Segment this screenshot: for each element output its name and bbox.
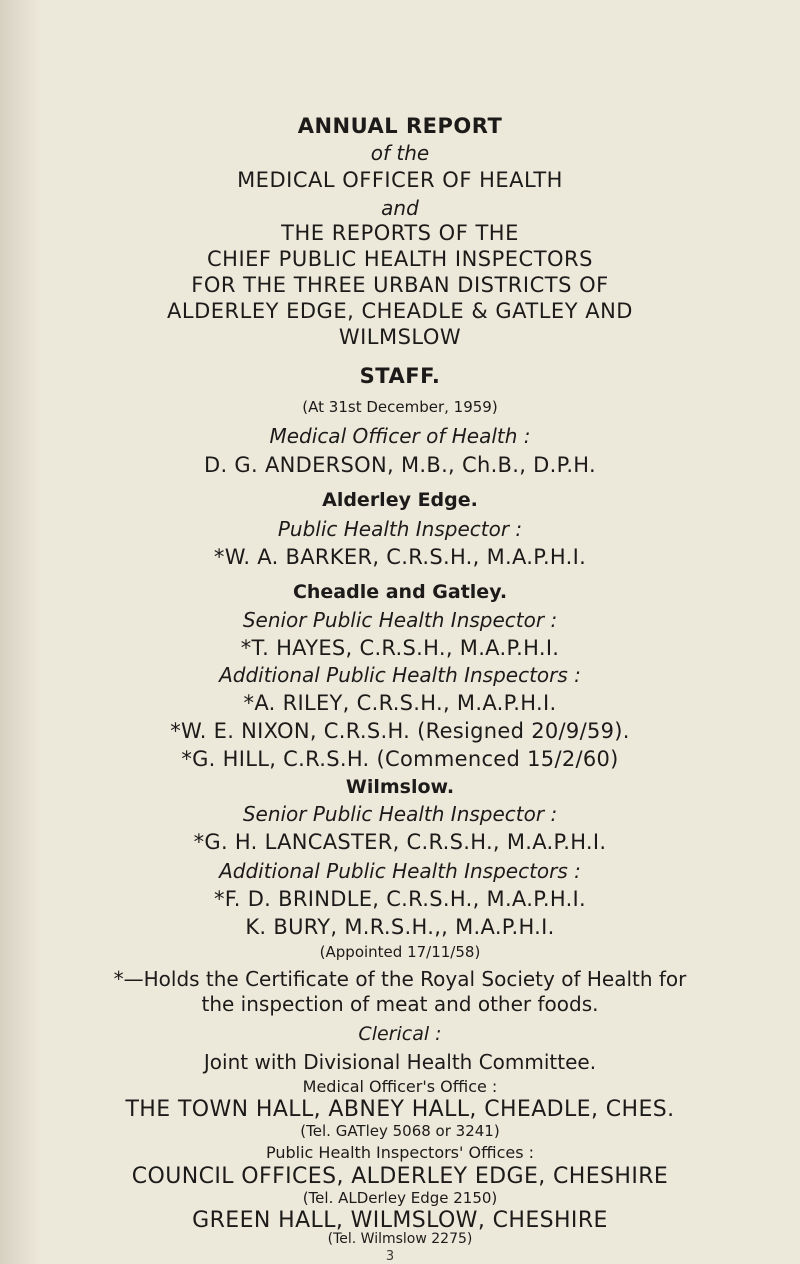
wilmslow-senior-name: *G. H. LANCASTER, C.R.S.H., M.A.P.H.I.: [193, 830, 607, 854]
wilmslow-additional-role: Additional Public Health Inspectors :: [219, 859, 581, 883]
title-of-the: of the: [370, 141, 430, 165]
title-moh: MEDICAL OFFICER OF HEALTH: [237, 168, 563, 192]
clerical-role: Clerical :: [358, 1023, 442, 1045]
cheadle-senior-name: *T. HAYES, C.R.S.H., M.A.P.H.I.: [240, 636, 560, 660]
phi-office-heading: Public Health Inspectors' Offices :: [265, 1143, 535, 1162]
phi-office-address-2: GREEN HALL, WILMSLOW, CHESHIRE: [192, 1208, 608, 1233]
mo-office-tel: (Tel. GATley 5068 or 3241): [300, 1122, 500, 1140]
cheadle-add-2: *W. E. NIXON, C.R.S.H. (Resigned 20/9/59).: [170, 719, 630, 743]
cheadle-add-3: *G. HILL, C.R.S.H. (Commenced 15/2/60): [181, 747, 619, 771]
staff-heading: STAFF.: [359, 364, 441, 388]
moh-name: D. G. ANDERSON, M.B., Ch.B., D.P.H.: [204, 453, 596, 477]
alderley-name: *W. A. BARKER, C.R.S.H., M.A.P.H.I.: [213, 545, 587, 569]
wilmslow-add-1: *F. D. BRINDLE, C.R.S.H., M.A.P.H.I.: [213, 887, 587, 911]
title-and: and: [381, 196, 419, 220]
wilmslow-senior-role: Senior Public Health Inspector :: [242, 802, 558, 826]
phi-office-address-1: COUNCIL OFFICES, ALDERLEY EDGE, CHESHIRE: [131, 1164, 669, 1189]
footnote-line-2: the inspection of meat and other foods.: [201, 992, 599, 1016]
title-inspectors: CHIEF PUBLIC HEALTH INSPECTORS: [207, 247, 593, 271]
phi-office-tel-1: (Tel. ALDerley Edge 2150): [302, 1189, 498, 1207]
moh-role: Medical Officer of Health :: [269, 424, 531, 448]
title-districts: FOR THE THREE URBAN DISTRICTS OF: [191, 273, 609, 297]
footnote-line-1: *—Holds the Certificate of the Royal Society of Health for: [113, 967, 687, 991]
report-title: ANNUAL REPORT: [297, 114, 503, 138]
page-number: 3: [385, 1249, 395, 1264]
title-district-names: ALDERLEY EDGE, CHEADLE & GATLEY AND: [167, 299, 633, 323]
wilmslow-add-2-note: (Appointed 17/11/58): [319, 943, 481, 961]
mo-office-address: THE TOWN HALL, ABNEY HALL, CHEADLE, CHES.: [125, 1097, 675, 1122]
wilmslow-add-2: K. BURY, M.R.S.H.,, M.A.P.H.I.: [245, 915, 555, 939]
wilmslow-heading: Wilmslow.: [345, 776, 455, 798]
mo-office-heading: Medical Officer's Office :: [302, 1077, 498, 1096]
alderley-heading: Alderley Edge.: [322, 489, 478, 511]
alderley-role: Public Health Inspector :: [277, 517, 523, 541]
title-wilmslow: WILMSLOW: [338, 325, 462, 349]
phi-office-tel-2: (Tel. Wilmslow 2275): [327, 1232, 473, 1247]
title-reports: THE REPORTS OF THE: [281, 221, 519, 245]
cheadle-additional-role: Additional Public Health Inspectors :: [219, 663, 581, 687]
staff-date: (At 31st December, 1959): [302, 398, 498, 416]
cheadle-senior-role: Senior Public Health Inspector :: [242, 608, 558, 632]
cheadle-heading: Cheadle and Gatley.: [292, 581, 508, 603]
clerical-text: Joint with Divisional Health Committee.: [203, 1050, 597, 1074]
cheadle-add-1: *A. RILEY, C.R.S.H., M.A.P.H.I.: [243, 691, 557, 715]
